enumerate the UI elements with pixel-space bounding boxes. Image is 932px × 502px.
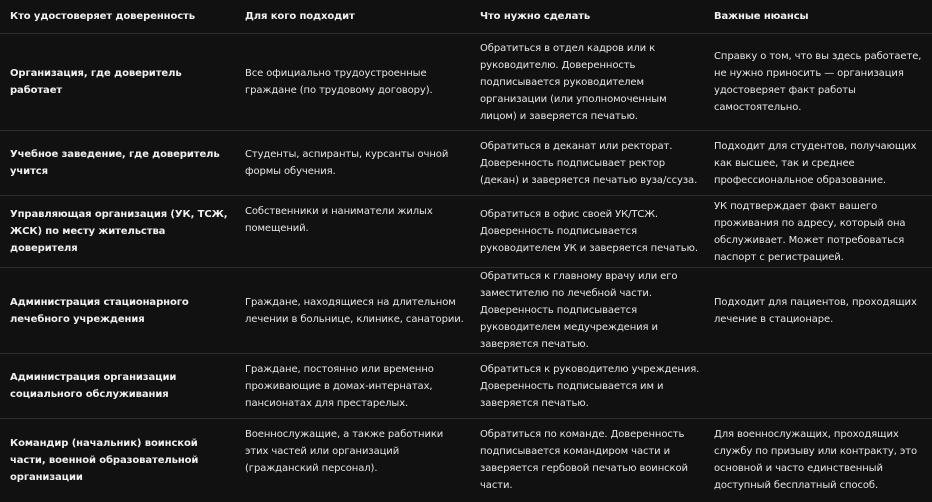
cell-for-whom: Студенты, аспиранты, курсанты очной формы обучения. (235, 131, 470, 196)
cell-todo: Обратиться в отдел кадров или к руководителю. Доверенность подписывается руководителем организации (или уполномоченным лицом) и заверяется печатью. (470, 34, 704, 131)
table-row (0, 34, 932, 131)
cell-for-whom: Граждане, находящиеся на длительном лечении в больнице, клинике, санатории. (235, 268, 470, 354)
header-who: Кто удостоверяет доверенность (0, 0, 235, 34)
cell-for-whom: Граждане, постоянно или временно проживающие в домах-интернатах, пансионатах для престарелых. (235, 354, 470, 419)
cell-who: Управляющая организация (УК, ТСЖ, ЖСК) по месту жительства доверителя (0, 196, 235, 268)
cell-who: Администрация стационарного лечебного учреждения (0, 268, 235, 354)
cell-nuances: Справку о том, что вы здесь работаете, не нужно приносить — организация удостоверяет факт работы самостоятельно. (704, 34, 932, 131)
table-row (0, 419, 932, 502)
cell-todo: Обратиться в деканат или ректорат. Доверенность подписывает ректор (декан) и заверяется печатью вуза/ссуза. (470, 131, 704, 196)
cell-for-whom: Военнослужащие, а также работники этих частей или организаций (гражданский персонал). (235, 419, 470, 502)
cell-todo: Обратиться к руководителю учреждения. Доверенность подписывается им и заверяется печатью. (470, 354, 704, 419)
cell-who: Учебное заведение, где доверитель учится (0, 131, 235, 196)
cell-who: Командир (начальник) воинской части, военной образовательной организации (0, 419, 235, 502)
cell-nuances: УК подтверждает факт вашего проживания по адресу, который она обслуживает. Может потребоваться паспорт с регистрацией. (704, 196, 932, 268)
table-row (0, 354, 932, 419)
table-row (0, 268, 932, 354)
table-header-row (0, 0, 932, 34)
cell-who: Администрация организации социального обслуживания (0, 354, 235, 419)
cell-todo: Обратиться по команде. Доверенность подписывается командиром части и заверяется гербовой печатью воинской части. (470, 419, 704, 502)
cell-who: Организация, где доверитель работает (0, 34, 235, 131)
header-for-whom: Для кого подходит (235, 0, 470, 34)
cell-nuances (704, 354, 932, 419)
cell-nuances: Подходит для студентов, получающих как высшее, так и среднее профессиональное образование. (704, 131, 932, 196)
cell-nuances: Для военнослужащих, проходящих службу по призыву или контракту, это основной и часто единственный доступный бесплатный способ. (704, 419, 932, 502)
cell-for-whom: Все официально трудоустроенные граждане (по трудовому договору). (235, 34, 470, 131)
table-row (0, 196, 932, 268)
cell-todo: Обратиться в офис своей УК/ТСЖ. Доверенность подписывается руководителем УК и заверяется печатью. (470, 196, 704, 268)
table-row (0, 131, 932, 196)
header-nuances: Важные нюансы (704, 0, 932, 34)
cell-for-whom: Собственники и наниматели жилых помещений. (235, 196, 470, 268)
cell-todo: Обратиться к главному врачу или его заместителю по лечебной части. Доверенность подписывается руководителем медучреждения и заверяется печатью. (470, 268, 704, 354)
cell-nuances: Подходит для пациентов, проходящих лечение в стационаре. (704, 268, 932, 354)
header-todo: Что нужно сделать (470, 0, 704, 34)
